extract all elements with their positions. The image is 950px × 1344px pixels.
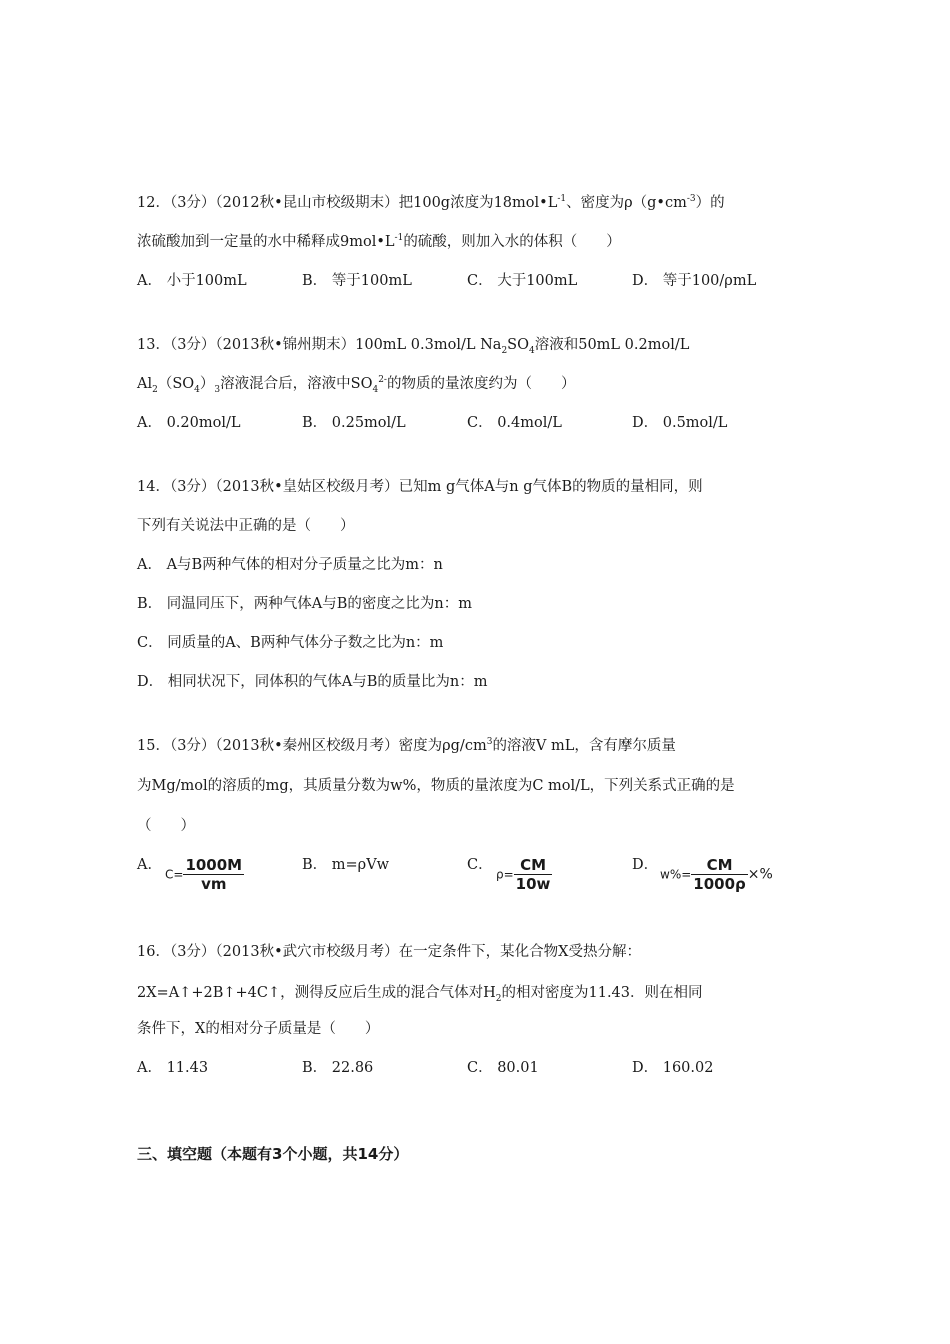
q13-option-a: A． 0.20mol/L xyxy=(137,415,241,431)
q13-stem-line2: $Al_2(SO_4)_3$溶液混合后，溶液中$SO_4^{2-}$的物质的量浓度约为（ ） xyxy=(137,375,576,395)
formula-prefix: ρ= xyxy=(496,867,514,882)
q15-option-b: B． m=ρVw xyxy=(302,857,390,873)
q16-stem-line1: 16．（3分）（2013秋•武穴市校级月考）在一定条件下，某化合物X受热分解： xyxy=(137,944,641,960)
q14-option-c: C． 同质量的A、B两种气体分子数之比为n：m xyxy=(137,635,444,651)
fraction-denominator: 1000ρ xyxy=(693,875,746,893)
section-heading: 三、填空题（本题有3个小题，共14分） xyxy=(137,1145,409,1163)
q12-option-c: C． 大于100mL xyxy=(467,273,578,289)
q13-option-c: C． 0.4mol/L xyxy=(467,415,562,431)
fraction-numerator: CM xyxy=(514,856,553,875)
fraction-numerator: 1000M xyxy=(185,856,243,874)
q15-stem-line2: 为Mg/mol的溶质的mg，其质量分数为w%，物质的量浓度为C mol/L，下列关系式正确的是 xyxy=(137,778,735,794)
q15-option-c-formula xyxy=(496,856,552,893)
fraction xyxy=(183,856,244,893)
formula-prefix: C= xyxy=(165,867,184,882)
q16-stem-line3: 条件下，X的相对分子质量是（ ） xyxy=(137,1021,380,1037)
q14-option-b: B． 同温同压下，两种气体A与B的密度之比为n：m xyxy=(137,596,472,612)
q16-option-d: D． 160.02 xyxy=(632,1060,714,1076)
q12-option-b: B． 等于100mL xyxy=(302,273,412,289)
q16-option-a: A． 11.43 xyxy=(137,1060,209,1076)
q15-option-a-formula xyxy=(165,856,244,893)
q14-option-d: D． 相同状况下，同体积的气体A与B的质量比为n：m xyxy=(137,674,488,690)
q13-option-d: D． 0.5mol/L xyxy=(632,415,728,431)
fraction xyxy=(514,856,553,893)
q12-stem-line1: 12．（3分）（2012秋•昆山市校级期末）把100g浓度为$18mol•L^{-1}$、密度为$\rho(g•cm^{-3})$的 xyxy=(137,194,725,211)
q16-option-b: B． 22.86 xyxy=(302,1060,374,1076)
fraction-denominator: vm xyxy=(201,875,227,893)
formula-suffix: ×% xyxy=(747,866,773,883)
q15-option-d-label: D． xyxy=(632,857,659,873)
q15-stem-line3: （ ） xyxy=(137,818,195,834)
q14-option-a: A． A与B两种气体的相对分子质量之比为m：n xyxy=(137,557,443,573)
q16-option-c: C． 80.01 xyxy=(467,1060,539,1076)
fraction-numerator: CM xyxy=(691,856,748,875)
q15-option-d-formula xyxy=(660,856,773,893)
formula-prefix: w%= xyxy=(660,867,692,882)
q15-option-a-label: A． xyxy=(137,857,162,873)
q12-option-d: D． 等于100/ρmL xyxy=(632,273,757,289)
q16-stem-line2: 2X=A↑+2B↑+4C↑，测得反应后生成的混合气体对$H_2$的相对密度为11.43．则在相同 xyxy=(137,985,703,1004)
q12-option-a: A． 小于100mL xyxy=(137,273,247,289)
q13-stem-line1: 13．（3分）（2013秋•锦州期末）100mL 0.3mol/L $Na_2SO_4$溶液和50mL 0.2mol/L xyxy=(137,337,690,356)
fraction xyxy=(691,856,748,893)
fraction-denominator: 10w xyxy=(515,875,551,893)
q14-stem-line2: 下列有关说法中正确的是（ ） xyxy=(137,518,355,534)
q12-stem-line2: 浓硫酸加到一定量的水中稀释成$9mol•L^{-1}$的硫酸，则加入水的体积（ ） xyxy=(137,233,621,250)
q13-option-b: B． 0.25mol/L xyxy=(302,415,406,431)
q15-option-c-label: C． xyxy=(467,857,493,873)
q14-stem-line1: 14．（3分）（2013秋•皇姑区校级月考）已知m g气体A与n g气体B的物质的量相同，则 xyxy=(137,479,703,495)
q15-stem-line1: 15．（3分）（2013秋•秦州区校级月考）密度为$\rho g/cm^3$的溶液V mL，含有摩尔质量 xyxy=(137,737,676,754)
